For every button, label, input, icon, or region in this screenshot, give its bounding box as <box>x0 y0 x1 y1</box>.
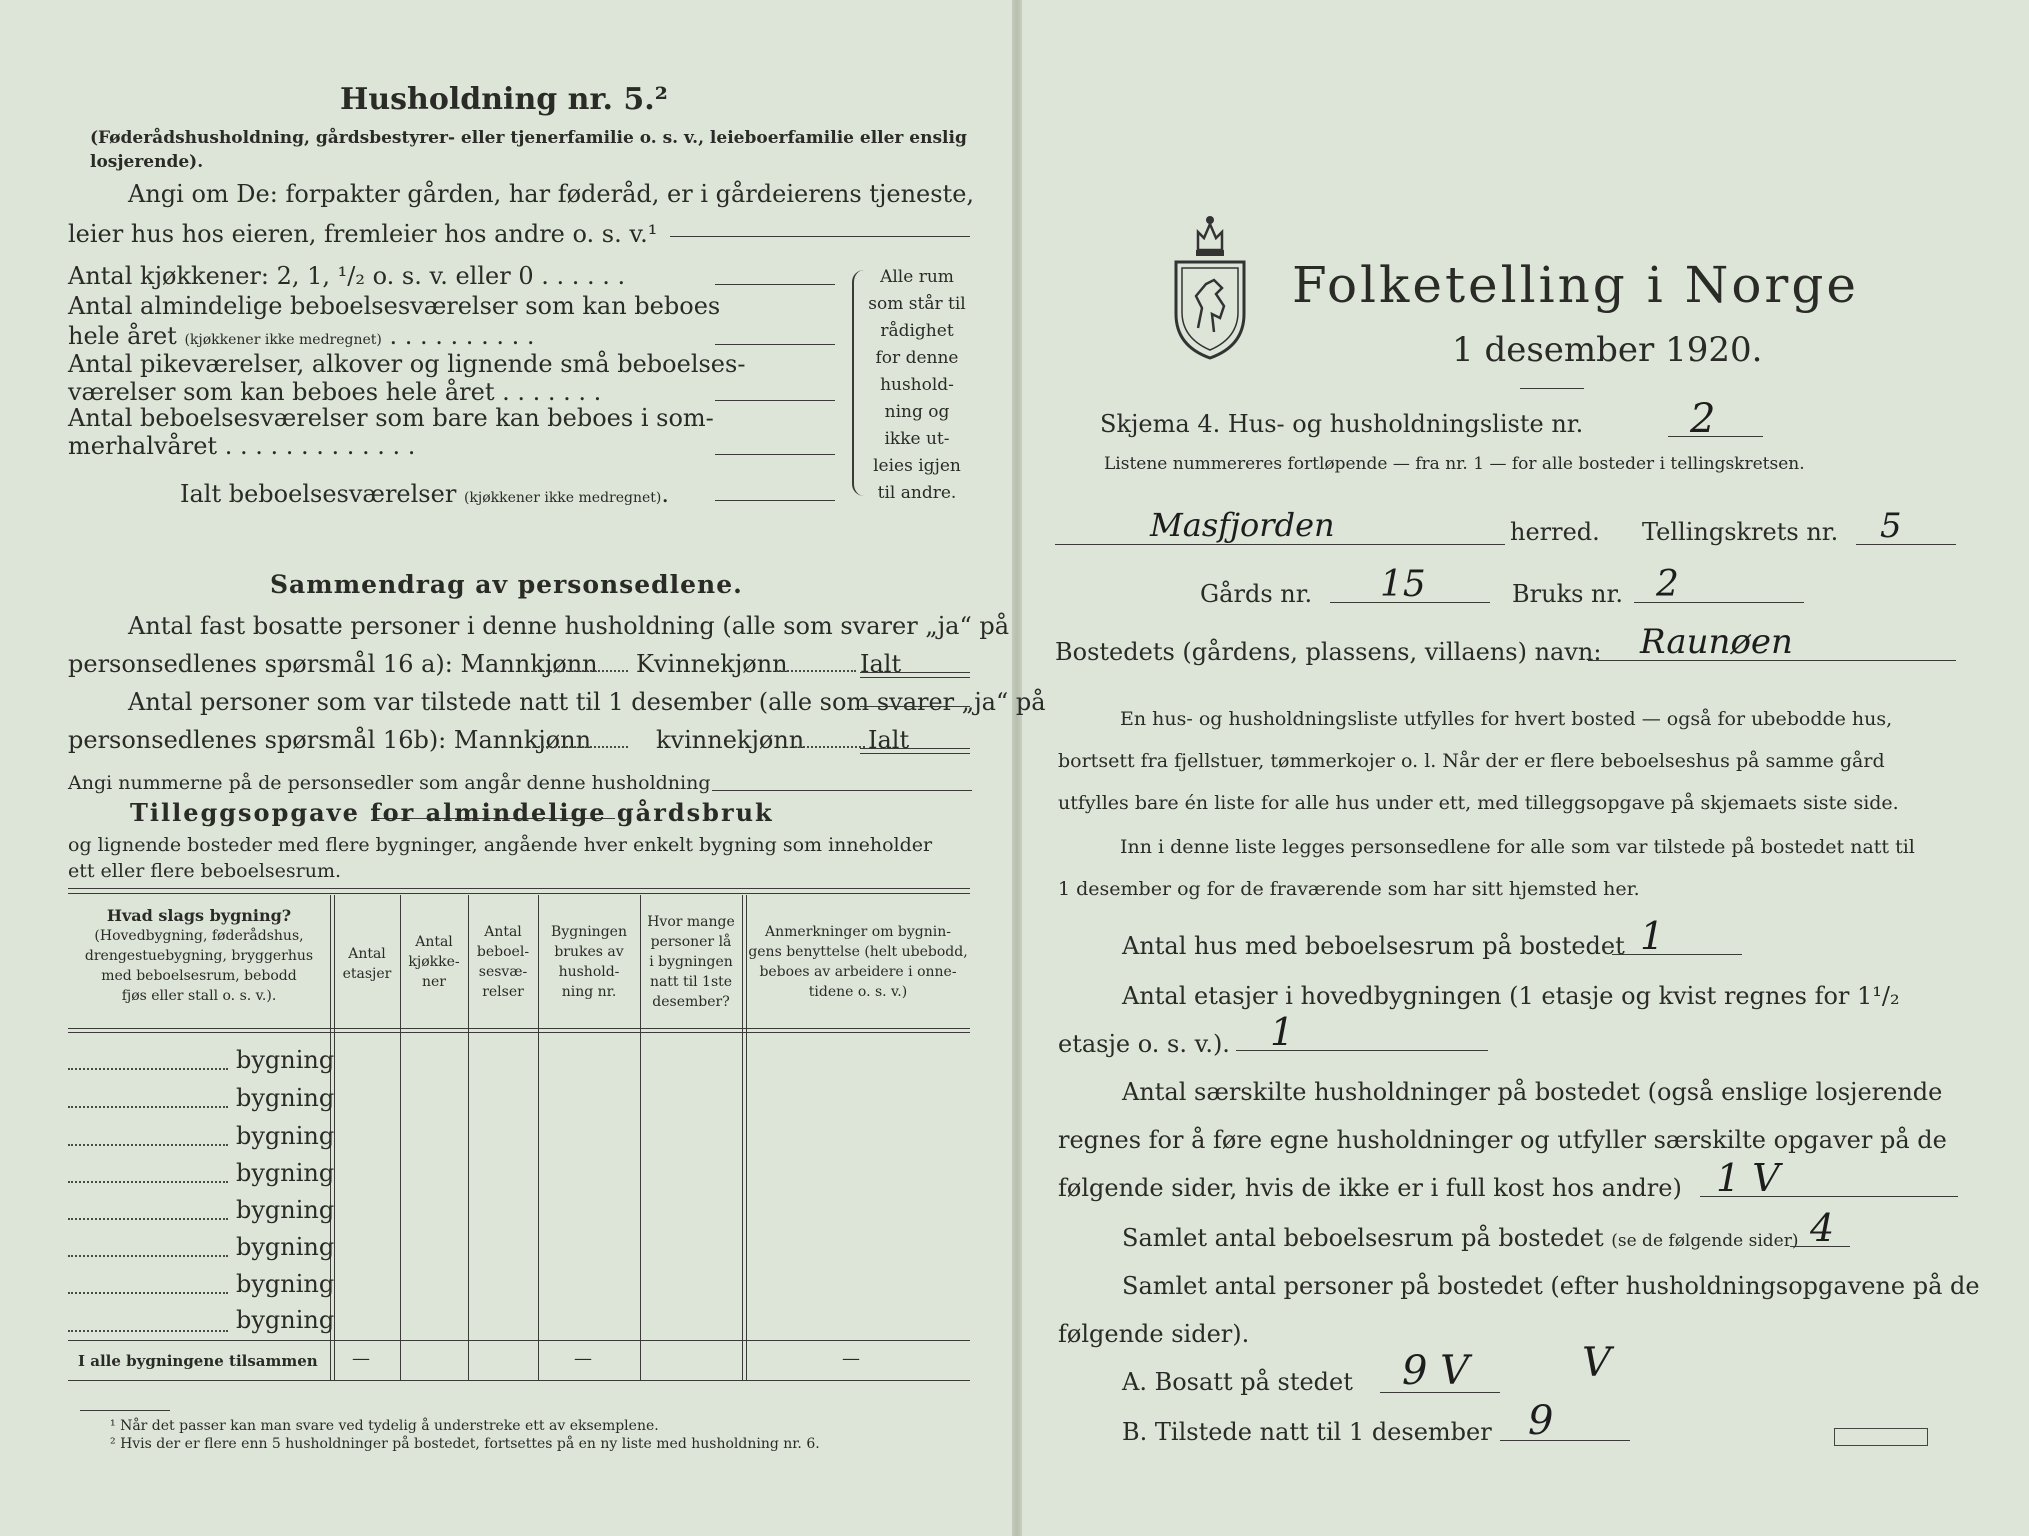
col-rooms-header: Antal beboel- sesvæ- relser <box>476 924 530 1000</box>
rooms-question-b: hele året (kjøkkener ikke medregnet) . . . . . . . . . . <box>68 322 535 350</box>
col-household-header: Bygningen brukes av hushold- ning nr. <box>551 924 627 1000</box>
summary-line-2a: Antal personer som var tilstede natt til 1 desember (alle som svarer „ja“ på <box>128 688 1046 716</box>
houses-question: Antal hus med beboelsesrum på bostedet <box>1122 932 1625 960</box>
floors-value: 1 <box>1270 1010 1295 1054</box>
households-question-c: følgende sider, hvis de ikke er i full kost hos andre) <box>1058 1174 1682 1202</box>
total-remarks-dash: — <box>842 1348 860 1369</box>
kitchens-question: Antal kjøkkener: 2, 1, ¹/₂ o. s. v. eller 0 . . . . . . <box>68 262 626 290</box>
rooms-question-a: Antal almindelige beboelsesværelser som kan beboes <box>68 292 721 320</box>
footnote-2: ² Hvis der er flere enn 5 husholdninger på bostedet, fortsettes på en ny liste med husholdning nr. 6. <box>110 1436 820 1452</box>
supplement-text-1: og lignende bosteder med flere bygninger, angående hver enkelt bygning som inneholder <box>68 834 933 856</box>
page-fold <box>1012 0 1022 1536</box>
total-floors-dash: — <box>352 1348 370 1369</box>
households-question-a: Antal særskilte husholdninger på bostedet (også enslige losjerende <box>1122 1078 1943 1106</box>
info-line-1: En hus- og husholdningsliste utfylles for hvert bosted — også for ubebodde hus, <box>1120 708 1893 730</box>
supplement-heading: Tilleggsopgave for almindelige gårdsbruk <box>130 798 774 827</box>
herred-label: herred. <box>1510 518 1600 546</box>
household-heading: Husholdning nr. 5.² <box>340 82 668 117</box>
households-question-b: regnes for å føre egne husholdninger og utfyller særskilte opgaver på de <box>1058 1126 1947 1154</box>
col-building-type-header: Hvad slags bygning? (Hovedbygning, føderådshus, drengestuebygning, bryggerhus med beboelsesrum, bebodd fjøs eller stall o. s. v.). <box>84 906 314 1004</box>
summer-rooms-question-b: merhalvåret . . . . . . . . . . . . . <box>68 432 416 460</box>
resident-question: A. Bosatt på stedet <box>1122 1368 1353 1396</box>
rooms-total-question: Samlet antal beboelsesrum på bostedet (se de følgende sider) <box>1122 1224 1799 1252</box>
info-line-5: 1 desember og for de fraværende som har sitt hjemsted her. <box>1058 878 1640 900</box>
floors-question-b: etasje o. s. v.). <box>1058 1030 1230 1058</box>
norway-coat-of-arms-icon <box>1168 210 1252 362</box>
rooms-total-value: 4 <box>1810 1206 1835 1250</box>
info-line-2: bortsett fra fjellstuer, tømmerkojer o. l. Når der er flere beboelseshus på samme gård <box>1058 750 1885 772</box>
present-value: 9 <box>1528 1398 1554 1444</box>
farm-number-label: Gårds nr. <box>1200 580 1313 608</box>
census-document: Husholdning nr. 5.² (Føderådshusholdning, gårdsbestyrer- eller tjenerfamilie o. s. v., leieboerfamilie eller enslig losjerende). Angi om De: forpakter gården, har føderåd, er i gårdeierens tjeneste, leier hus hos eieren, fremleier hos andre o. s. v.¹ Antal kjøkkener: 2, 1, ¹/₂ o. s. v. eller 0 . . . . . . Antal almindelige beboelsesværelser som kan beboes hele året (kjøkkener ikke medregnet) . . . . . . . . . . Antal pikeværelser, alkover og lignende små beboelses- værelser som kan beboes hele året . . . . . . . Antal beboelsesværelser som bare kan beboes i som- merhalvåret . . . . . . . . . . . . . Ialt beboelsesværelser (kjøkkener ikke medregnet). Alle rum som står til rådighet for denne hushold- ning og ikke ut- leies igjen til andre. Sammendrag av personsedlene. Antal fast bosatte personer i denne husholdning (alle som svarer „ja“ på personsedlenes spørsmål 16 a): Mannkjønn Kvinnekjønn Ialt Antal personer som var tilstede natt til 1 desember (alle som svarer „ja“ på personsedlenes spørsmål 16b): Mannkjønn kvinnekjønn Ialt Angi nummerne på de personsedler som angår denne husholdning Tilleggsopgave for almindelige gårdsbruk og lignende bosteder med flere bygninger, angående hver enkelt bygning som inneholder ett eller flere beboelsesrum. Hvad slags bygning? (Hovedbygning, føderådshus, drengestuebygning, bryggerhus med beboelsesrum, bebodd fjøs eller stall o. s. v.). Antal etasjer Antal kjøkke- ner Antal beboel- sesvæ- relser Bygningen brukes av hushold- ning nr. Hvor mange personer lå i bygningen natt til 1ste desember? Anmerkninger om bygnin- gens benyttelse (helt ubebodd, beboes av arbeidere i onne- tidene o. s. v.) bygning bygning bygning bygning bygning bygning bygning bygning I alle bygningene tilsammen — — — ¹ Når det passer kan man svare ved tydelig å understreke ett av eksemplene. ² Hvis der er flere enn 5 husholdninger på bostedet, fortsettes på en ny liste med husholdning nr. 6. Folketelling i Norge 1 desember 1920. Skjema 4. Hus- og husholdningsliste nr. 2 Listene nummereres fortløpende — fra nr. 1 — for alle bosteder i tellingskretsen. Masfjorden herred. Tellingskrets nr. 5 Gårds nr. 15 Bruks nr. 2 Bostedets (gårdens, plassens, villaens) navn: Raunøen En hus- og husholdningsliste utfylles for hvert bosted — også for ubebodde hus, bortsett fra fjellstuer, tømmerkojer o. l. Når der er flere beboelseshus på samme gård utfylles bare én liste for alle hus under ett, med tilleggsopgave på skjemaets siste side. Inn i denne liste legges personsedlene for alle som var tilstede på bostedet natt til 1 desember og for de fraværende som har sitt hjemsted her. Antal hus med beboelsesrum på bostedet 1 Antal etasjer i hovedbygningen (1 etasje og kvist regnes for 1¹/₂ etasje o. s. v.). 1 Antal særskilte husholdninger på bostedet (også enslige losjerende regnes for å føre egne husholdninger og utfyller særskilte opgaver på de følgende sider, hvis de ikke er i full kost hos andre) 1 V Samlet antal beboelsesrum på bostedet (se de følgende sider) 4 Samlet antal personer på bostedet (efter husholdningsopgavene på de følgende sider). A. Bosatt på stedet 9 V V B. Tilstede natt til 1 desember 9 <box>0 0 2029 1536</box>
supplement-text-2: ett eller flere beboelsesrum. <box>68 860 342 882</box>
summary-line-2b: personsedlenes spørsmål 16b): Mannkjønn <box>68 726 592 754</box>
schema-number: 2 <box>1690 396 1716 442</box>
small-rooms-question-a: Antal pikeværelser, alkover og lignende små beboelses- <box>68 350 746 378</box>
district-label: Tellingskrets nr. <box>1642 518 1839 546</box>
summer-rooms-question-a: Antal beboelsesværelser som bare kan beboes i som- <box>68 404 714 432</box>
footnote-1: ¹ Når det passer kan man svare ved tydelig å understreke ett av eksemplene. <box>110 1418 659 1434</box>
numbering-note: Listene nummereres fortløpende — fra nr. 1 — for alle bosteder i tellingskretsen. <box>1104 454 1805 474</box>
printer-stamp <box>1834 1428 1928 1446</box>
col-floors-header: Antal etasjer <box>342 946 392 982</box>
summary-female-2: kvinnekjønn <box>656 726 805 754</box>
document-title: Folketelling i Norge <box>1292 256 1859 314</box>
floors-question-a: Antal etasjer i hovedbygningen (1 etasje og kvist regnes for 1¹/₂ <box>1122 982 1900 1010</box>
schema-label: Skjema 4. Hus- og husholdningsliste nr. <box>1100 410 1584 438</box>
residence-name-label: Bostedets (gårdens, plassens, villaens) navn: <box>1055 638 1602 666</box>
brace-note: Alle rum som står til rådighet for denne hushold- ning og ikke ut- leies igjen til andre. <box>868 267 966 503</box>
household-subheading: (Føderådshusholdning, gårdsbestyrer- eller tjenerfamilie o. s. v., leieboerfamilie eller enslig losjerende). <box>90 128 967 172</box>
small-rooms-question-b: værelser som kan beboes hele året . . . . . . . <box>68 378 602 406</box>
summary-line-3: Angi nummerne på de personsedler som angår denne husholdning <box>68 772 711 794</box>
summary-total-2: Ialt <box>868 726 910 754</box>
total-rooms-question: Ialt beboelsesværelser (kjøkkener ikke medregnet). <box>180 480 670 508</box>
resident-check-mark: V <box>1582 1340 1611 1386</box>
table-total-label: I alle bygningene tilsammen <box>78 1352 318 1370</box>
summary-female-1: Kvinnekjønn <box>636 650 788 678</box>
district-number: 5 <box>1880 506 1902 546</box>
info-line-3: utfylles bare én liste for alle hus under ett, med tilleggsopgave på skjemaets siste side. <box>1058 792 1899 814</box>
resident-value: 9 V <box>1402 1348 1470 1394</box>
col-kitchens-header: Antal kjøkke- ner <box>408 934 460 990</box>
info-line-4: Inn i denne liste legges personsedlene for alle som var tilstede på bostedet natt til <box>1120 836 1915 858</box>
holding-number: 2 <box>1656 564 1679 605</box>
intro-line-1: Angi om De: forpakter gården, har føderåd, er i gårdeierens tjeneste, <box>128 180 975 208</box>
intro-line-2: leier hus hos eieren, fremleier hos andre o. s. v.¹ <box>68 220 658 248</box>
total-household-dash: — <box>574 1348 592 1369</box>
census-date: 1 desember 1920. <box>1452 330 1763 370</box>
summary-total-1: Ialt <box>860 650 902 678</box>
persons-total-question-b: følgende sider). <box>1058 1320 1250 1348</box>
holding-number-label: Bruks nr. <box>1512 580 1623 608</box>
households-value: 1 V <box>1716 1156 1780 1200</box>
summary-line-1a: Antal fast bosatte personer i denne husholdning (alle som svarer „ja“ på <box>128 612 1010 640</box>
persons-total-question-a: Samlet antal personer på bostedet (efter husholdningsopgavene på de <box>1122 1272 1980 1300</box>
residence-name: Raunøen <box>1640 622 1793 662</box>
farm-number: 15 <box>1380 564 1426 605</box>
col-remarks-header: Anmerkninger om bygnin- gens benyttelse (helt ubebodd, beboes av arbeidere i onne- tidene o. s. v.) <box>748 924 968 1000</box>
houses-value: 1 <box>1640 914 1665 958</box>
col-persons-header: Hvor mange personer lå i bygningen natt til 1ste desember? <box>647 914 735 1010</box>
summary-line-1b: personsedlenes spørsmål 16 a): Mannkjønn <box>68 650 598 678</box>
herred-value: Masfjorden <box>1150 506 1335 544</box>
summary-heading: Sammendrag av personsedlene. <box>270 570 743 599</box>
present-question: B. Tilstede natt til 1 desember <box>1122 1418 1492 1446</box>
